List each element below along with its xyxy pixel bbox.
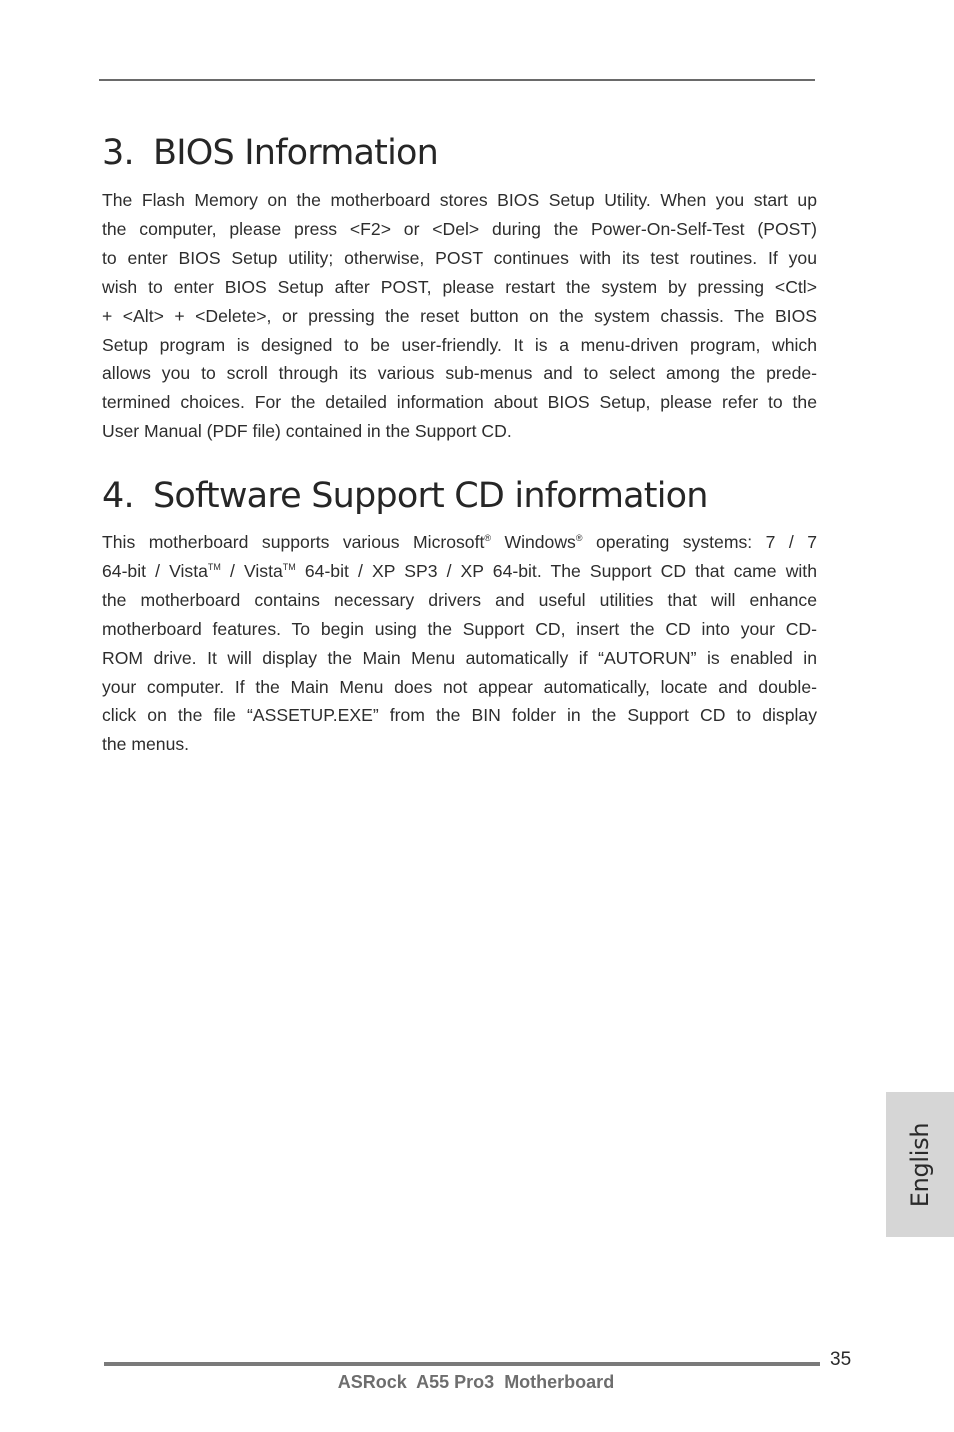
registered-mark: ® — [484, 533, 492, 543]
section-4-title: Software Support CD information — [153, 476, 708, 516]
paragraph-line: to enter BIOS Setup utility; otherwise, POST continues with its test routines. If you — [102, 247, 817, 268]
text-run: operating systems: 7 / 7 — [582, 532, 817, 552]
paragraph-line: termined choices. For the detailed information about BIOS Setup, please refer to the — [102, 392, 817, 413]
paragraph-line: ROM drive. It will display the Main Menu automatically if “AUTORUN” is enabled in — [102, 647, 817, 668]
trademark-mark: TM — [282, 561, 296, 572]
paragraph-line: the motherboard contains necessary drivers and useful utilities that will enhance — [102, 589, 817, 610]
text-run: / Vista — [220, 560, 283, 581]
top-divider — [99, 79, 815, 81]
paragraph-line: User Manual (PDF file) contained in the Support CD. — [102, 421, 512, 442]
text-run: Windows — [491, 532, 576, 552]
page-number: 35 — [830, 1349, 852, 1370]
paragraph-line: Setup program is designed to be user-friendly. It is a menu-driven program, which — [102, 334, 817, 355]
paragraph-line: + <Alt> + <Delete>, or pressing the reset button on the system chassis. The BIOS — [102, 305, 817, 326]
paragraph-line: click on the file “ASSETUP.EXE” from the BIN folder in the Support CD to display — [102, 705, 817, 726]
section-3-heading — [102, 133, 438, 173]
paragraph-line: motherboard features. To begin using the Support CD, insert the CD into your CD- — [102, 618, 817, 639]
paragraph-line: the menus. — [102, 734, 190, 755]
text-run: 64-bit / Vista — [102, 560, 208, 581]
text-run: This motherboard supports various Microsoft — [102, 532, 485, 552]
bottom-divider — [104, 1362, 820, 1366]
section-3-title: BIOS Information — [153, 133, 439, 173]
language-tab-label: English — [906, 1122, 934, 1207]
section-3-paragraph — [102, 186, 817, 446]
paragraph-line: The Flash Memory on the motherboard stores BIOS Setup Utility. When you start up — [102, 190, 817, 210]
paragraph-line: allows you to scroll through its various sub-menus and to select among the prede- — [102, 363, 817, 384]
paragraph-line — [102, 528, 817, 557]
paragraph-line: the computer, please press <F2> or <Del> during the Power-On-Self-Test (POST) — [102, 218, 817, 239]
section-4-paragraph — [102, 528, 817, 759]
registered-mark: ® — [575, 533, 583, 543]
trademark-mark: TM — [207, 561, 221, 572]
section-4-heading — [102, 476, 708, 516]
paragraph-line — [102, 557, 817, 586]
section-3-number: 3. — [102, 133, 134, 173]
paragraph-line: your computer. If the Main Menu does not appear automatically, locate and double- — [102, 676, 817, 697]
section-4-number: 4. — [102, 476, 134, 516]
paragraph-line: wish to enter BIOS Setup after POST, please restart the system by pressing <Ctl> — [102, 276, 817, 297]
text-run: 64-bit / XP SP3 / XP 64-bit. The Support CD that came with — [295, 560, 817, 581]
language-tab — [886, 1092, 954, 1237]
footer-product-name: ASRock A55 Pro3 Motherboard — [337, 1372, 615, 1392]
